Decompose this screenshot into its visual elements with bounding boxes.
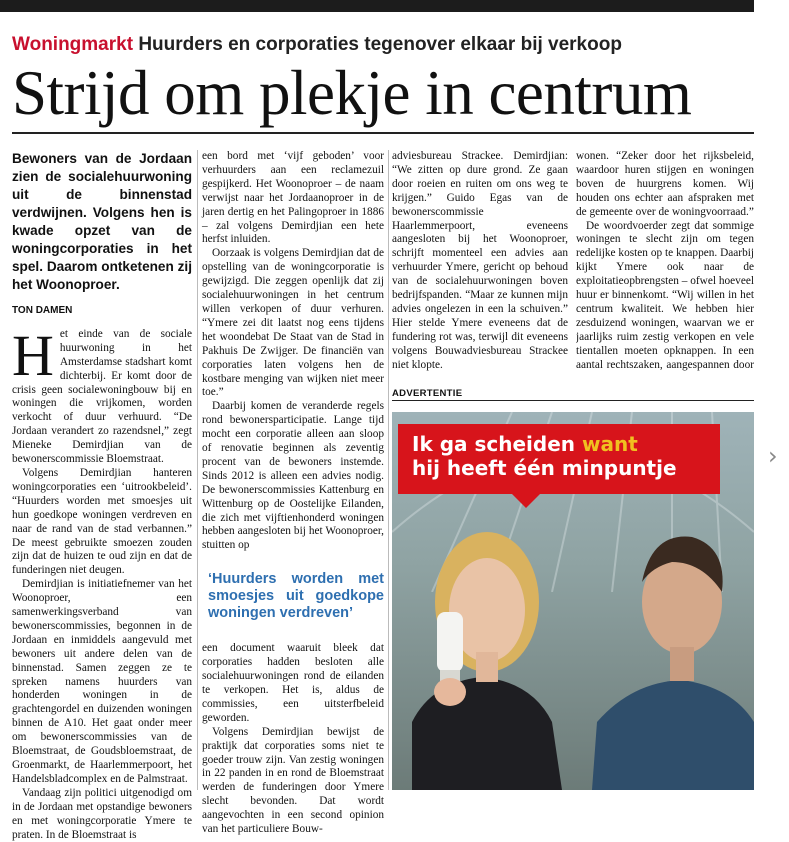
body-paragraph: Vandaag zijn politici uitgenodigd om in de Jordaan met opstandige bewoners en met woningcorporatie Ymere te praten. In de Bloemstraat is [12, 786, 192, 841]
column-2 [202, 150, 384, 837]
body-paragraph: Volgens Demirdjian bewijst de praktijk dat corporaties soms niet te goeder trouw zijn. Van zestig woningen in 22 panden in en rond de Bloemstraat werden de funderingen door Ymere slecht bevonden. Dat wordt aangevochten in een second opinion van het particuliere Bouw- [202, 725, 384, 836]
body-paragraph: adviesbureau Strackee. Demirdjian: “We zitten op dure grond. Ze gaan door roeien en ruiten om ons weg te krijgen.” Guido Egas van de bewonerscommissie Haarlemmerpoort, eveneens aangesloten bij het Woonoproer, schrijft momenteel een advies aan verhuurder Ymere, gericht op behoud van de socialehuurwoningen boven bedrijfspanden. “Maar ze kunnen mijn advies ongelezen in een la schuiven.” Hier stelde Ymere eveneens dat de fundering rot was, terwijl dit eveneens volgens Bouwadviesbureau Strackee niet klopte. [392, 150, 568, 371]
body-paragraph: Het einde van de sociale huurwoning in het Amsterdamse stadshart komt dichterbij. Er komt door de crisis geen socialewoningbouw bij en woningen die vrijkomen, worden verkocht of duur verhuurd. “De Jordaan verandert zo razendsnel,” zegt Mieneke Demirdjian van de bewonerscommissie Bloemstraat. [12, 322, 192, 466]
ad-headline-part-2: want [582, 432, 638, 456]
section-label: Woningmarkt [12, 34, 134, 55]
column-4 [576, 150, 754, 372]
body-paragraph: De woordvoerder zegt dat sommige woningen te slecht zijn om tegen redelijke kosten op te knappen. Daarbij kijkt Ymere ook naar de exploitatieopbrengsten – ofwel hoeveel huur er binnenkomt. “Wij willen in het centrum kwaliteit. We hebben hier zesduizend woningen, waarvan we er jaarlijks ruim zestig verkopen en vele tientallen moeten opknappen. In een aantal rechtszaken, aangespannen door [576, 219, 754, 371]
byline: TON DAMEN [12, 305, 73, 316]
body-paragraph: een document waaruit bleek dat corporaties hadden besloten alle socialehuurwoningen rond de eilanden te verkopen. Het is, aldus de commissies, een uitsterfbeleid geworden. [202, 642, 384, 724]
ad-photo-people [392, 492, 754, 790]
ad-headline-part-1: Ik ga scheiden [412, 432, 576, 456]
body-paragraph: Daarbij komen de veranderde regels rond bewonersparticipatie. Lange tijd mocht een corporatie alleen aan sloop of renovatie beginnen als zeventig procent van de bewoners instemde. Sinds 2012 is alleen een advies nodig. De bewonerscommissies Kattenburg en Wittenburg op de Oostelijke Eilanden, die zich met vijftienhonderd woningen hebben aangesloten bij het Woonoproer, stuitten op [202, 400, 384, 552]
advertisement[interactable] [392, 412, 754, 790]
drop-cap: H [12, 322, 54, 388]
body-paragraph: wonen. “Zeker door het rijksbeleid, waardoor huren stijgen en woningen boven de huurgrens komen. Wij houden ons echter aan afspraken met de gemeente over de woningvoorraad.” [576, 150, 754, 218]
headline: Strijd om plekje in centrum [12, 58, 692, 128]
body-paragraph: Demirdjian is initiatiefnemer van het Woonoproer, een samenwerkingsverband van bewonerscommissies, begonnen in de Jordaan en inmiddels aangevuld met bewoners uit andere delen van de binnenstad. Samen zeggen ze te spreken namens huurders van honderden woningen in de grachtengordel en duizenden woningen binnen de A10. Het gaat onder meer om bewonerscommissies van de Bloemstraat, de Goudsbloemstraat, de Groenmarkt, de Haarlemmerpoort, het Handelsbladcomplex en de Palmstraat. [12, 578, 192, 785]
column-divider [388, 150, 389, 790]
ad-rule [392, 400, 754, 401]
top-bar [0, 0, 754, 12]
ad-bubble-tail [512, 494, 540, 508]
ad-label: ADVERTENTIE [392, 388, 463, 399]
pull-quote: ‘Huurders worden met smoesjes uit goedkope woningen verdreven’ [208, 571, 384, 622]
column-3 [392, 150, 568, 372]
kicker [12, 34, 622, 56]
column-divider [197, 150, 198, 790]
lead-paragraph: Bewoners van de Jordaan zien de socialehuurwoning uit de binnenstad verdwijnen. Volgens hen is kwade opzet van de woningcorporaties in het spel. Daarom ontketenen zij het Woonoproer. [12, 151, 192, 292]
body-paragraph: Volgens Demirdjian hanteren woningcorporaties een ‘uitrookbeleid’. “Huurders worden met smoesjes uit hun goedkope woningen verdreven en naar de rand van de stad verbannen.” De meest gebruikte smoezen zouden zijn dat de huizen te oud zijn en dat de funderingen niet deugen. [12, 466, 192, 577]
body-paragraph: een bord met ‘vijf geboden’ voor verhuurders aan een reclamezuil gespijkerd. Het Woonoproer – de naam verwijst naar het Jordaanoproer in de jaren dertig en het Palingoproer in 1886 – zal volgens Demirdjian een hete herfst inluiden. [202, 150, 384, 246]
next-page-chevron-icon[interactable]: › [768, 442, 778, 470]
ad-speech-bubble [398, 424, 720, 494]
body-paragraph: Oorzaak is volgens Demirdjian dat de opstelling van de woningcorporatie is gewijzigd. Die zeggen openlijk dat zij socialehuurwoningen in het centrum willen verkopen of duur verhuren. “Ymere zei dit laatst nog eens tijdens het woondebat De Staat van de Stad in Pakhuis De Zwijger. De financiën van corporaties laten volgens hen de kostbare menging van wijken niet meer toe.” [202, 247, 384, 399]
headline-rule [12, 132, 754, 134]
column-1 [12, 150, 192, 842]
ad-headline-line-2: hij heeft één minpuntje [412, 456, 677, 480]
kicker-subtitle: Huurders en corporaties tegenover elkaar bij verkoop [138, 34, 622, 55]
